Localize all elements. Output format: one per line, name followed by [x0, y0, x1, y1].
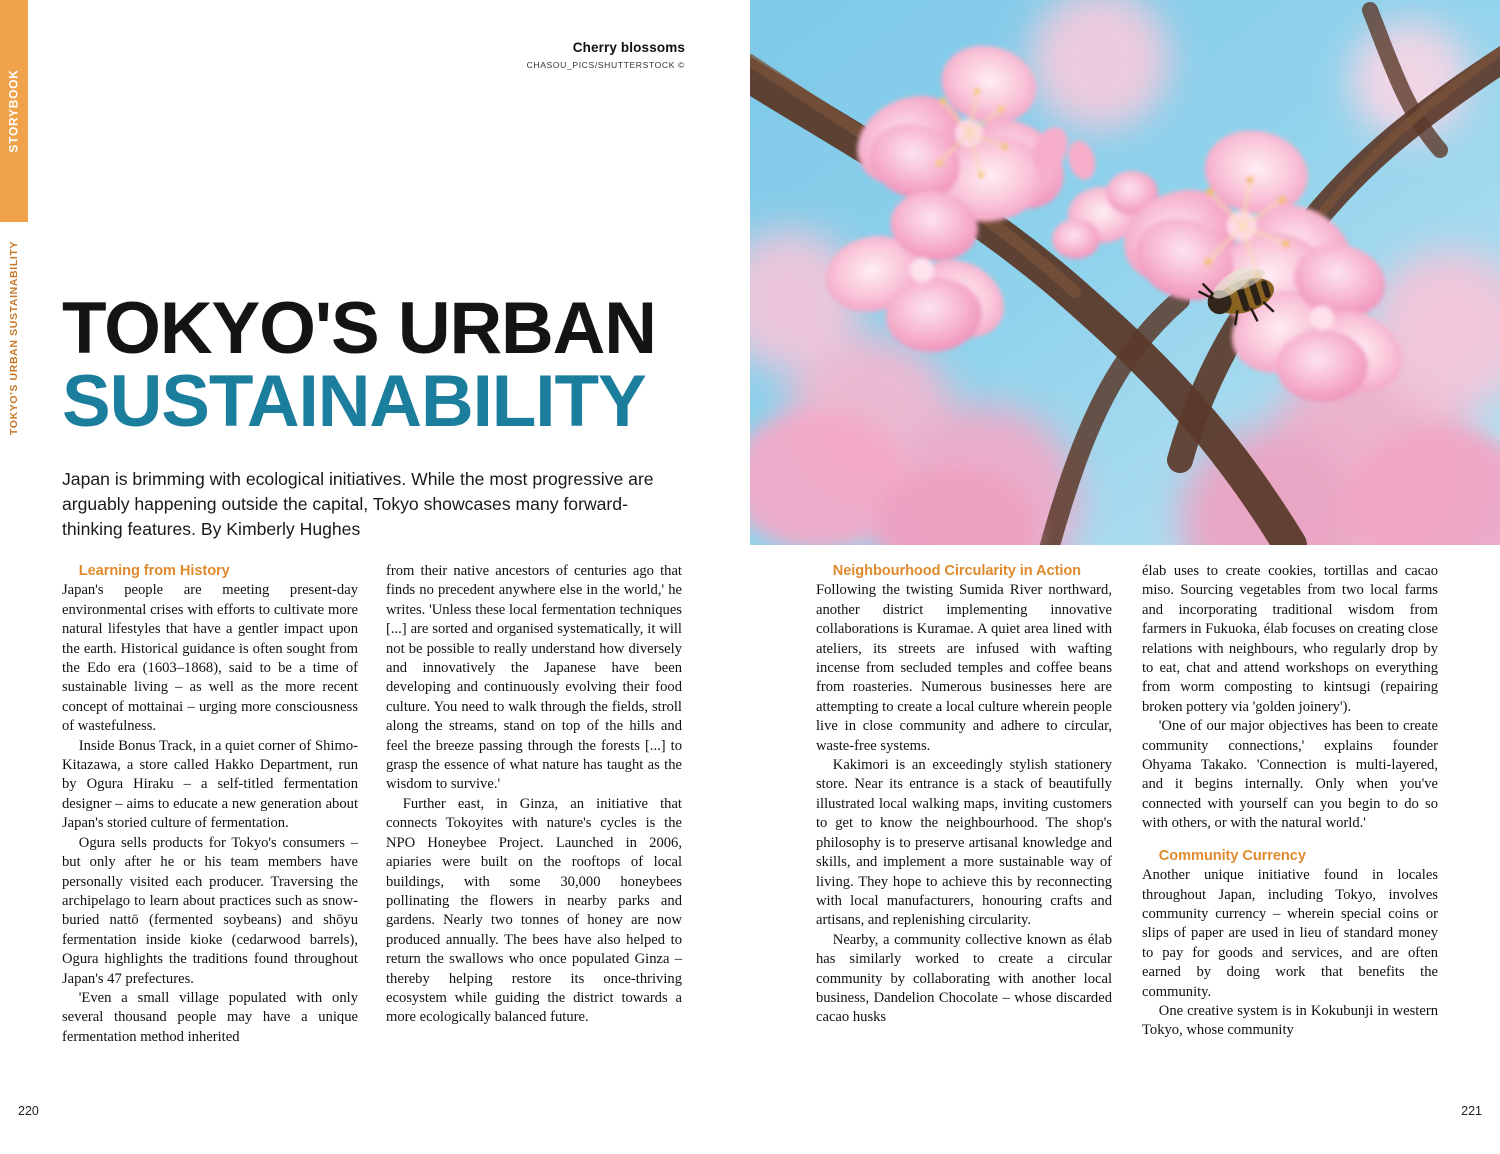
article-tab-left [0, 222, 28, 454]
section-tab-storybook-left [0, 0, 28, 222]
cherry-blossom-photo [750, 0, 1500, 545]
photo-caption [330, 40, 685, 70]
headline-line-2: SUSTAINABILITY [62, 360, 646, 442]
paragraph: Japan's people are meeting present-day environmental crises with efforts to cultivate more natural lifestyles that have a gentler impact upon the earth. Historical guidance is often sought from the Edo era (1603–1868), said to be a time of sustainable living – as well as the more recent concept of mottainai – urging more consciousness of wastefulness. [62, 582, 358, 735]
paragraph: Another unique initiative found in locales throughout Japan, including Tokyo, involves community currency – wherein special coins or slips of paper are used in lieu of standard money to pay for goods and services, and are often earned by doing work that benefits the community. [1142, 867, 1438, 1000]
subhead-neighbourhood-circularity: Neighbourhood Circularity in Action [832, 563, 1082, 579]
page-title [62, 288, 692, 442]
paragraph: from their native ancestors of centuries ago that finds no precedent anywhere else in the world,' he writes. 'Unless these local fermentation techniques [...] are sorted and organised systematically, it will not be possible to really understand how diversely and innovatively the Japanese have been developing and continuously evolving their food culture. You need to walk through the fields, stroll along the streams, stand on top of the hills and feel the breeze passing through the forests [...] to grasp the essence of what nature has taught as the wisdom to survive.' [386, 563, 682, 793]
headline-line-1: TOKYO'S URBAN [62, 288, 656, 369]
section-tab-left-label: STORYBOOK [7, 69, 21, 153]
folio-left: 220 [18, 1104, 39, 1118]
column-1 [62, 562, 358, 1047]
subhead-community-currency: Community Currency [1158, 847, 1306, 864]
article-body [0, 562, 1500, 1122]
paragraph: Ogura sells products for Tokyo's consumers – but only after he or his team members have personally visited each producer. Traversing the archipelago to learn about practices such as snow-buried nattō (fermented soybeans) and shōyu fermentation inside kioke (cedarwood barrels), Ogura highlights the traditions found throughout Japan's 47 prefectures. [62, 834, 358, 987]
paragraph: Nearby, a community collective known as élab has similarly worked to create a circular community by collaborating with another local business, Dandelion Chocolate – whose discarded cacao husks [816, 931, 1112, 1026]
subhead-learning-from-history: Learning from History [78, 563, 230, 579]
paragraph: 'Even a small village populated with only several thousand people may have a unique fermentation method inherited [62, 989, 358, 1045]
caption-credit: CHASOU_PICS/SHUTTERSTOCK © [526, 60, 685, 70]
paragraph: Following the twisting Sumida River northward, another district implementing innovative collaborations is Kuramae. A quiet area lined with ateliers, its streets are infused with wafting incense from secluded temples and coffee beans from roasteries. Numerous businesses here are attempting to create a local culture wherein people live in close community and adhere to circular, waste-free systems. [816, 582, 1112, 754]
paragraph: élab uses to create cookies, tortillas and cacao miso. Sourcing vegetables from two local farms and incorporating traditional wisdom from farmers in Fukuoka, élab focuses on creating close relations with neighbours, who regularly drop by to eat, chat and attend workshops on everything from worm composting to kintsugi (repairing broken pottery via 'golden joinery'). [1142, 563, 1438, 715]
paragraph: One creative system is in Kokubunji in western Tokyo, whose community [1142, 1002, 1438, 1039]
folio-right: 221 [1461, 1104, 1482, 1118]
column-4 [1142, 562, 1438, 1041]
cherry-blossom-illustration [750, 0, 1500, 545]
paragraph: Kakimori is an exceedingly stylish stationery store. Near its entrance is a stack of beautifully illustrated local walking maps, inviting customers to get to know the neighbourhood. The shop's philosophy is to preserve artisanal knowledge and skills, and implement a more sustainable way of living. They hope to achieve this by reconnecting with local manufacturers, honouring crafts and artisans, and replenishing circularity. [816, 757, 1112, 929]
paragraph: Inside Bonus Track, in a quiet corner of Shimo-Kitazawa, a store called Hakko Department, run by Ogura Hiraku – a self-titled fermentation designer – aims to educate a new generation about Japan's storied culture of fermentation. [62, 737, 358, 832]
article-tab-left-label: TOKYO'S URBAN SUSTAINABILITY [8, 240, 21, 436]
column-3 [816, 562, 1112, 1028]
paragraph: Further east, in Ginza, an initiative that connects Tokoyites with nature's cycles is the NPO Honeybee Project. Launched in 2006, apiaries were built on the rooftops of local buildings, with some 30,000 honeybees pollinating the flowers in nearby parks and gardens. Nearly two tonnes of honey are now produced annually. The bees have also helped to return the swallows who once populated Ginza – thereby helping restore its once-thriving ecosystem while guiding the district towards a more ecologically balanced future. [386, 795, 682, 1026]
paragraph: 'One of our major objectives has been to create community connections,' explains founder Ohyama Takako. 'Connection is multi-layered, and it begins internally. Only when you've connected with yourself can you begin to do so with others, or with the natural world.' [1142, 718, 1438, 832]
caption-title: Cherry blossoms [572, 40, 685, 55]
column-2 [386, 562, 682, 1028]
standfirst: Japan is brimming with ecological initiatives. While the most progressive are arguably happening outside the capital, Tokyo showcases many forward-thinking features. By Kimberly Hughes [62, 469, 654, 539]
